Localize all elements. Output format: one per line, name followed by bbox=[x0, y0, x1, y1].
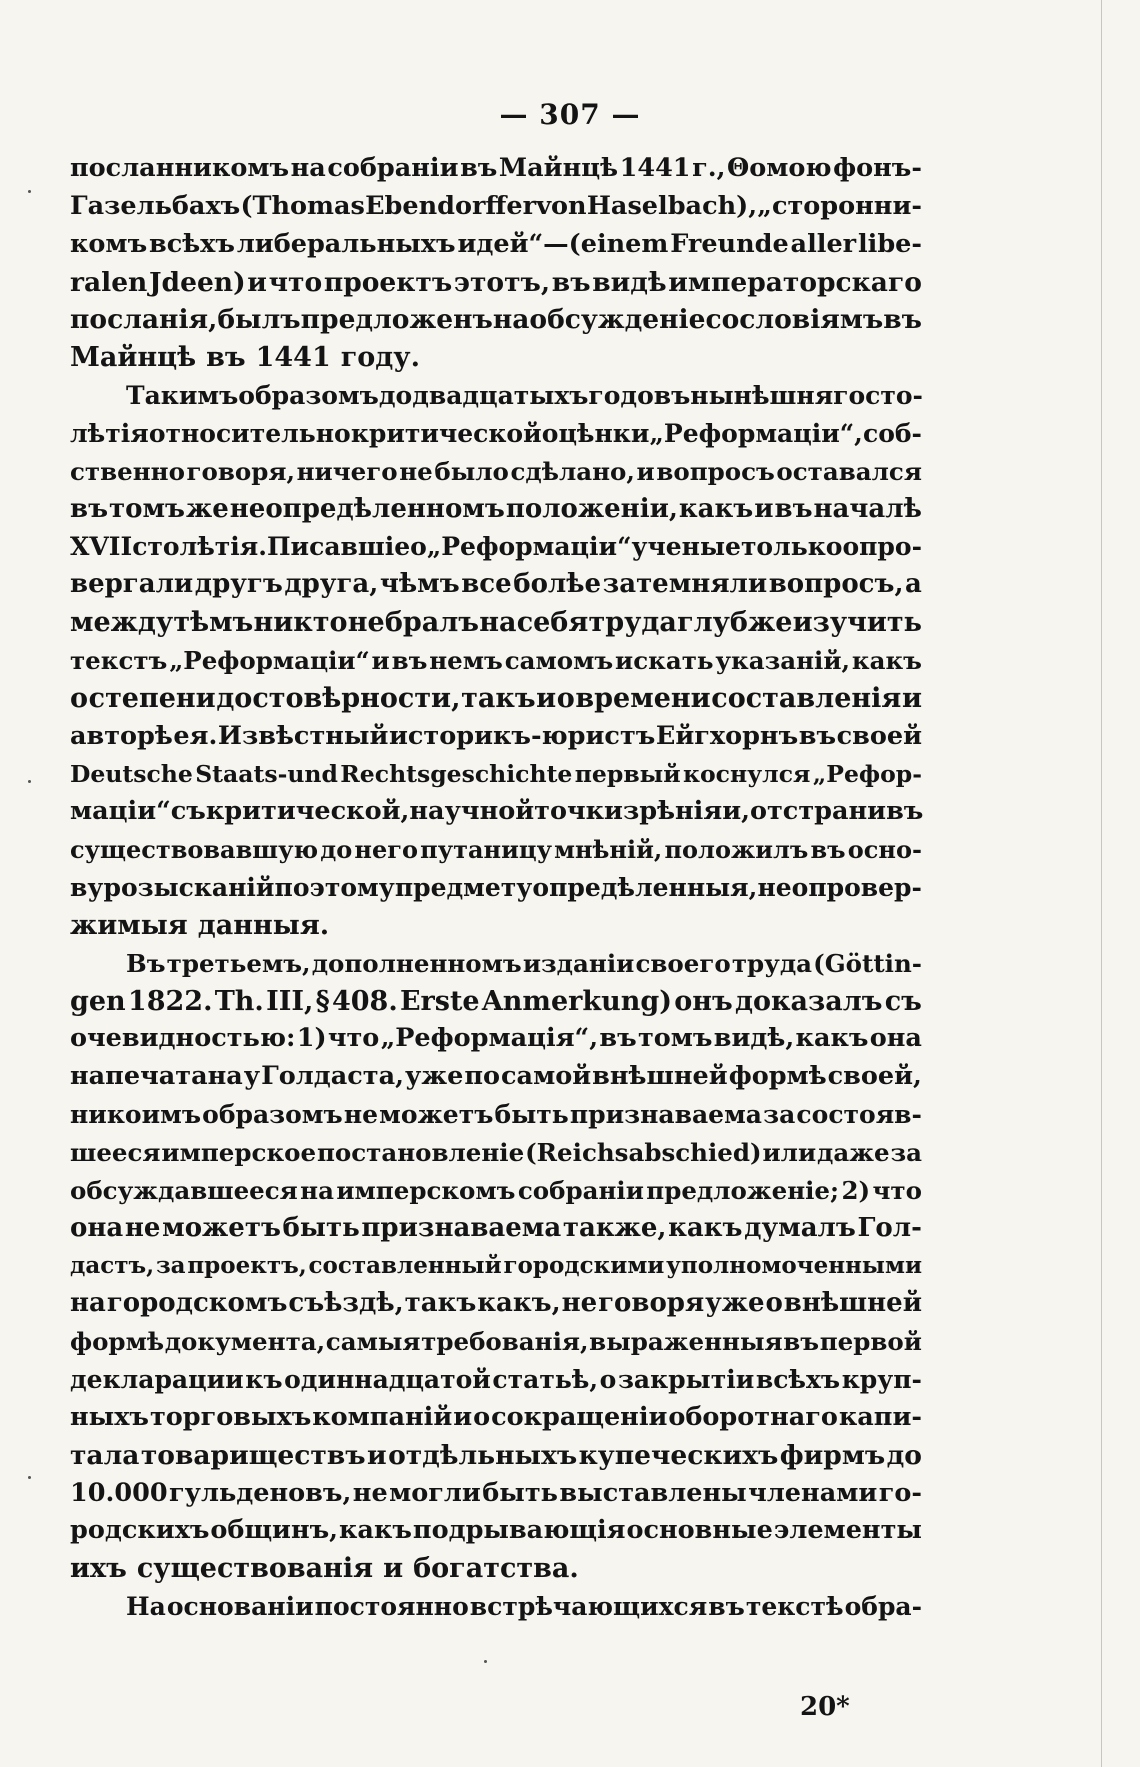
ink-speck bbox=[28, 1476, 31, 1479]
paragraph bbox=[70, 1588, 922, 1626]
body-text bbox=[70, 150, 922, 1626]
text-line: комъ всѣхъ либеральныхъ идей“—(einem Freunde aller libe- bbox=[70, 228, 922, 259]
text-line: посланникомъ на собраніи въ Майнцѣ 1441 г., Θомою фонъ- bbox=[70, 153, 922, 183]
paragraph bbox=[70, 377, 922, 945]
text-line: лѣтія относительно критической оцѣнки „Реформаціи“, соб- bbox=[70, 418, 922, 448]
text-line: очевидностью: 1) что „Реформація“, въ томъ видѣ, какъ она bbox=[70, 1023, 922, 1054]
text-line: 10.000 гульденовъ, не могли быть выставлены членами го- bbox=[70, 1477, 922, 1508]
text-line: ralen Jdeen) и что проектъ этотъ, въ видѣ императорскаго bbox=[70, 266, 922, 298]
text-line: авторѣ ея. Извѣстный историкъ-юристъ Ейгхорнъ въ своей bbox=[70, 720, 922, 751]
text-line: никоимъ образомъ не можетъ быть признаваема за состояв- bbox=[70, 1100, 922, 1130]
text-line: Deutsche Staats-und Rechtsgeschichte первый коснулся „Рефор- bbox=[70, 759, 922, 788]
text-line: ихъ существованія и богатства. bbox=[70, 1553, 579, 1585]
text-line: между тѣмъ никто не бралъ на себя труда глубже изучить bbox=[70, 607, 922, 639]
printer-signature: 20* bbox=[800, 1692, 850, 1722]
text-line: Въ третьемъ, дополненномъ изданіи своего труда (Göttin- bbox=[126, 948, 922, 978]
text-line: вергали другъ друга, чѣмъ все болѣе затемняли вопросъ, а bbox=[70, 569, 922, 600]
text-line: тала товариществъ и отдѣльныхъ купеческихъ фирмъ до bbox=[70, 1439, 922, 1471]
ink-speck bbox=[28, 780, 31, 783]
text-line: въ томъ же неопредѣленномъ положеніи, какъ и въ началѣ bbox=[70, 493, 922, 524]
text-line: XVII столѣтія. Писавшіе о „Реформаціи“ ученые только опро- bbox=[70, 532, 922, 562]
text-line: дастъ, за проектъ, составленный городскими уполномоченными bbox=[70, 1252, 922, 1280]
text-line: Такимъ образомъ до двадцатыхъ годовъ нынѣшняго сто- bbox=[126, 381, 923, 411]
text-line: родскихъ общинъ, какъ подрывающія основные элементы bbox=[70, 1515, 922, 1546]
text-line: существовавшую до него путаницу мнѣній, положилъ въ осно- bbox=[70, 835, 922, 865]
text-line: обсуждавшееся на имперскомъ собраніи предложеніе; 2) что bbox=[70, 1175, 922, 1205]
paragraph bbox=[70, 150, 922, 377]
text-line: посланія, былъ предложенъ на обсужденіе сословіямъ въ bbox=[70, 304, 922, 336]
page-number: — 307 — bbox=[499, 98, 641, 131]
text-line: формѣ документа, самыя требованія, выраженныя въ первой bbox=[70, 1327, 922, 1357]
page-edge-rule bbox=[1101, 0, 1102, 1767]
text-line: ныхъ торговыхъ компаній и о сокращеніи оборотнаго капи- bbox=[70, 1401, 922, 1432]
text-line: gen 1822. Th. III, § 408. Erste Anmerkung) онъ доказалъ съ bbox=[70, 985, 922, 1017]
text-line: ву розысканій по этому предмету опредѣленныя, неопровер- bbox=[70, 873, 922, 903]
text-line: декларации къ одиннадцатой статьѣ, о закрытіи всѣхъ круп- bbox=[70, 1365, 922, 1394]
text-line: напечатана у Голдаста, уже по самой внѣшней формѣ своей, bbox=[70, 1061, 922, 1092]
text-line: текстъ „Реформаціи“ и въ немъ самомъ искать указаній, какъ bbox=[70, 645, 922, 675]
text-line: на городскомъ съѣздѣ, такъ какъ, не говоря уже о внѣшней bbox=[70, 1288, 922, 1319]
text-line: она не можетъ быть признаваема также, какъ думалъ Гол- bbox=[70, 1212, 922, 1243]
ink-speck bbox=[28, 190, 31, 193]
text-line: Газельбахъ (Thomas Ebendorffer von Haselbach), „сторонни- bbox=[70, 190, 922, 221]
text-line: На основаніи постоянно встрѣчающихся въ текстѣ обра- bbox=[126, 1592, 922, 1622]
text-line: шееся имперское постановленіе (Reichsabschied) или даже за bbox=[70, 1137, 922, 1167]
text-line: ственно говоря, ничего не было сдѣлано, и вопросъ оставался bbox=[70, 456, 922, 486]
ink-speck bbox=[484, 1660, 487, 1663]
text-line: Майнцѣ въ 1441 году. bbox=[70, 342, 420, 374]
text-line: жимыя данныя. bbox=[70, 909, 330, 941]
paragraph bbox=[70, 945, 922, 1588]
text-line: маціи“ съ критической, научной точки зрѣнія и, отстранивъ bbox=[70, 796, 924, 827]
text-line: о степени достовѣрности, такъ и о времени составленія и bbox=[70, 682, 922, 714]
